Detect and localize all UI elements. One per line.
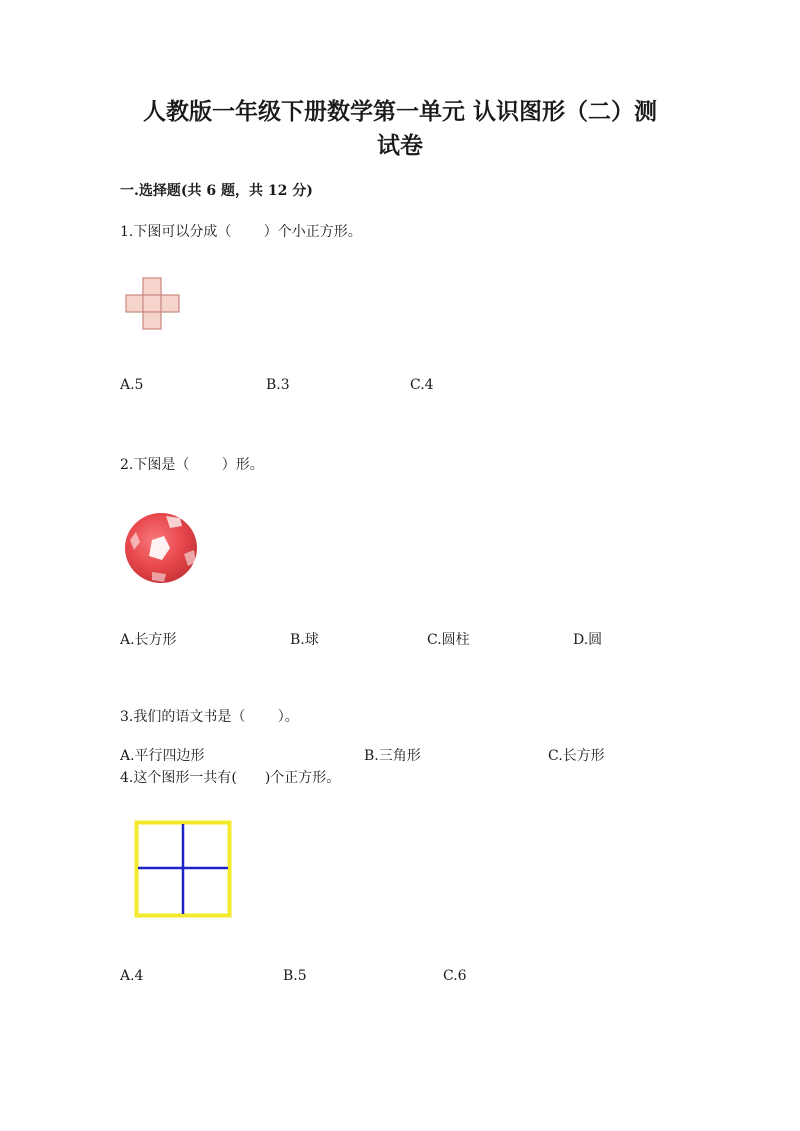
question-4-option-c[interactable]: C.6 <box>443 968 467 984</box>
question-4-text: 4.这个图形一共有( )个正方形。 <box>120 770 341 786</box>
question-1-text: 1.下图可以分成（ ）个小正方形。 <box>120 224 362 240</box>
question-4-option-b[interactable]: B.5 <box>283 968 307 984</box>
question-2-text: 2.下图是（ ）形。 <box>120 457 264 473</box>
question-2-option-c[interactable]: C.圆柱 <box>427 632 470 648</box>
question-2-option-a[interactable]: A.长方形 <box>120 632 177 648</box>
page-title-line-2: 试卷 <box>377 132 423 159</box>
question-1-option-b[interactable]: B.3 <box>266 377 290 393</box>
question-4-option-a[interactable]: A.4 <box>120 968 144 984</box>
question-3-option-a[interactable]: A.平行四边形 <box>120 748 205 764</box>
question-1-option-a[interactable]: A.5 <box>120 377 144 393</box>
question-3-option-b[interactable]: B.三角形 <box>364 748 421 764</box>
cross-shape-figure <box>124 276 182 332</box>
divided-square-figure <box>134 820 232 918</box>
question-1-option-c[interactable]: C.4 <box>410 377 434 393</box>
question-3-option-c[interactable]: C.长方形 <box>548 748 605 764</box>
section-heading: 一.选择题(共 6 题，共 12 分) <box>120 183 313 199</box>
question-2-option-d[interactable]: D.圆 <box>573 632 603 648</box>
red-ball-figure <box>122 510 202 586</box>
question-2-option-b[interactable]: B.球 <box>290 632 319 648</box>
question-3-text: 3.我们的语文书是（ ）。 <box>120 709 299 725</box>
page-title-line-1: 人教版一年级下册数学第一单元 认识图形（二）测 <box>142 98 657 125</box>
